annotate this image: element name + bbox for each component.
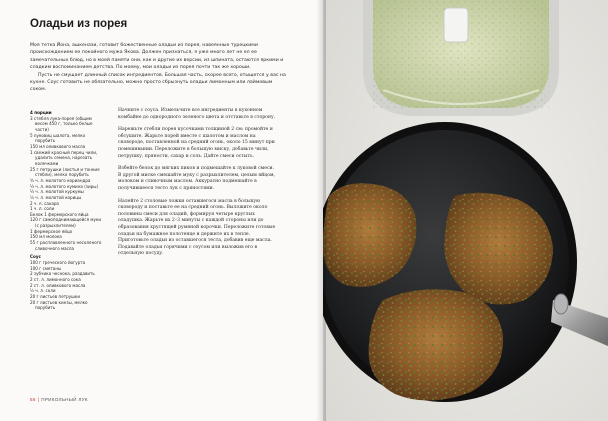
folio-separator: | (37, 397, 40, 402)
sauce-ingredient-item: 2 ст. л. лимонного сока (30, 277, 81, 283)
method-steps (118, 108, 278, 264)
ingredient-item: 1 фермерское яйцо (30, 228, 73, 234)
page-number: 56 (30, 397, 36, 402)
method-paragraph: Налейте 2 столовые ложки оставшегося масла в большую сковороду и поставьте ее на средний огонь. Выложите около половины смеси для оладий, формируя четыре круглых оладушка. Жарьте их 2–3 минуты с каждой стороны или до образования хрустящей румяной корочки. Переложите готовые оладьи на бумажное полотенце и держите их в тепле. Приготовьте оладьи из оставшегося теста, добавив еще масла. Подавайте оладьи горячими с соусом или выложив его в отдельную посуду. (118, 198, 276, 257)
food-photo (323, 0, 608, 421)
recipe-title: Оладьи из порея (30, 18, 128, 30)
sauce-ingredient-item: 2 зубчика чеснока, раздавить (30, 271, 95, 277)
method-paragraph: Начните с соуса. Измельчите все ингредиенты в кухонном комбайне до однородного зеленого цвета и отставьте в сторону. (118, 108, 276, 120)
ingredient-item: ¼ ч. л. молотой куркумы (30, 189, 84, 195)
ingredient-items (30, 116, 102, 252)
sauce-ingredient-item: ½ ч. л. соли (30, 288, 56, 294)
sauce-items (30, 260, 102, 311)
intro-paragraph: Моя тетка Йона, ашкенази, готовит божественные оладьи из порея, навеянные турецкими происхождением ее покойного мужа Якова. Должен признаться, я уже много лет не ел ее замечательных блюд, но в моей памяти они, как и другие их версии, из шпината, остаются яркими и сладким воспоминанием детства. По моему, мои оладьи из порея почти так же хороши. (30, 43, 284, 71)
ingredient-item: 3 стебля лука-порея (общим весом 450 г, только белые части) (30, 115, 93, 132)
ingredient-item: 1 свежий красный перец чили, удалить семена, нарезать колечками (30, 149, 98, 166)
ingredient-item: 25 г петрушки (листья и тонкие стебли), мелко порубить (30, 166, 100, 178)
sauce-ingredient-item: 20 г листьев петрушки (30, 294, 81, 299)
ingredients-list (30, 110, 102, 311)
sauce-ingredient-item: 20 г листьев кинзы, мелко порубить (30, 299, 88, 311)
page-footer (30, 397, 88, 402)
ingredient-item: 1 ч. л. соли (30, 206, 55, 212)
ingredient-item: Белок 1 фермерского яйца (30, 211, 89, 217)
servings-heading: 4 порции (30, 110, 52, 115)
ingredient-item: ½ ч. л. молотой корицы (30, 194, 82, 200)
method-paragraph: Взбейте белок до мягких пиков и подмешайте к луковой смеси. В другой миске смешайте муку с разрыхлителем, целым яйцом, молоком и сливочным маслом. Аккуратно подмешайте в получившееся тесто лук с пряностями. (118, 166, 275, 191)
ingredient-item: 55 г расплавленного несоленого сливочного масла (30, 240, 102, 251)
method-paragraph: Нарежьте стебли порея кусочками толщиной 2 см: промойте и обсушите. Жарьте порей вместе с шалотом и маслом на сковороде, поставленной на средний огонь, около 15 минут при помешивании. Переложите в большую миску, добавьте чили, петрушку, пряности, сахар и соль. Дайте смеси остыть. (118, 127, 275, 159)
recipe-intro (30, 42, 288, 94)
ingredient-item: ¼ ч. л. молотого кумина (зиры) (30, 183, 99, 189)
sauce-ingredient-item: 2 ст. л. оливкового масла (30, 282, 86, 288)
ingredient-item: ¾ ч. л. молотого кориандра (30, 177, 91, 183)
ingredient-item: 2 ч. л. сахара (30, 200, 59, 206)
sauce-ingredient-item: 100 г греческого йогурта (30, 260, 86, 266)
ingredient-item: 120 г самоподнимающейся муки (с разрыхлителем) (30, 217, 102, 229)
ingredient-item: 5 луковиц шалота, мелко порубить (30, 132, 86, 144)
food-processor (363, 0, 559, 116)
intro-paragraph: Пусть не смущает длинный список ингредиентов. Большая часть, скорее всего, отыщется у вас на кухне. Соус готовить не обязательно, можно просто сбрызнуть оладьи лимонным или лаймовым соком. (30, 72, 286, 93)
ingredient-item: 150 мл оливкового масла (30, 143, 86, 149)
sauce-ingredient-item: 100 г сметаны (30, 265, 62, 271)
right-page (323, 0, 608, 421)
sauce-heading: Соус (30, 254, 41, 260)
ingredient-item: 150 мл молока (30, 234, 62, 240)
section-name: ПРИКОЛЬНЫЙ ЛУК (41, 397, 88, 402)
